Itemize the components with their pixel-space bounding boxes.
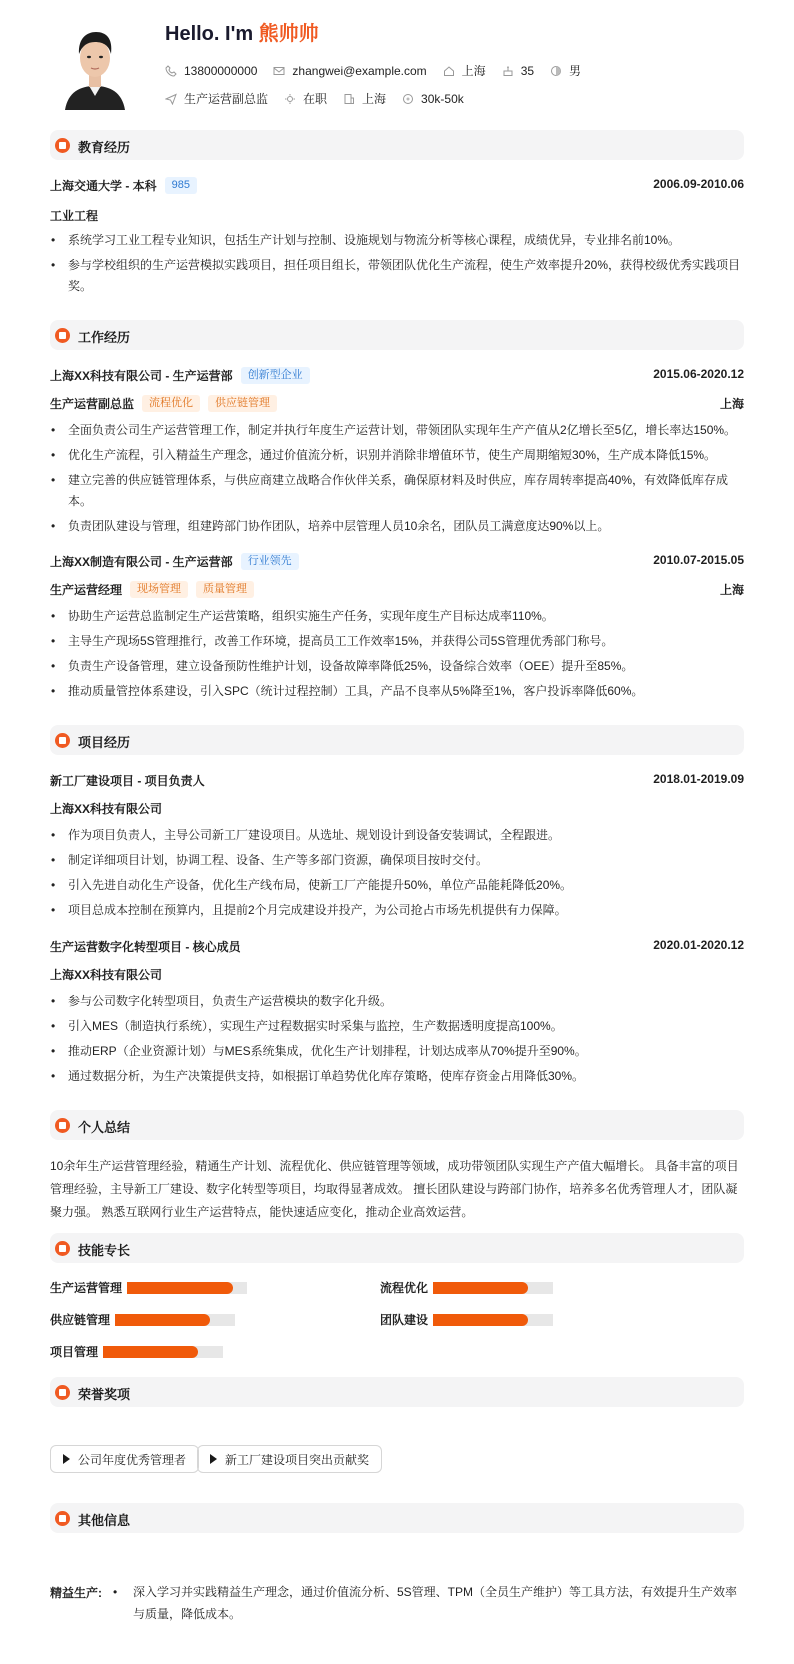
skill-tag: 供应链管理 [208, 395, 277, 412]
list-item: • 参与公司数字化转型项目，负责生产运营模块的数字化升级。 [50, 991, 744, 1012]
skill-item [380, 1311, 553, 1328]
home-icon [443, 65, 455, 77]
salary-text: 30k-50k [421, 91, 464, 106]
page-title: Hello. I'm 熊帅帅 [165, 23, 319, 45]
section-skills-header: 技能专长 [50, 1233, 744, 1263]
candidate-name: 熊帅帅 [258, 23, 319, 45]
skill-level-bar [433, 1314, 528, 1326]
play-icon [63, 1454, 70, 1464]
award-icon [55, 1385, 70, 1400]
grid-icon [55, 733, 70, 748]
phone-text: 13800000000 [184, 63, 258, 78]
work-date: 2010.07-2015.05 [653, 553, 744, 567]
skill-tag: 流程优化 [142, 395, 200, 412]
list-item: • 负责团队建设与管理，组建跨部门协作团队，培养中层管理人员10余名，团队员工满意度达90%以上。 [50, 516, 744, 537]
list-item: • 参与学校组织的生产运营模拟实践项目，担任项目组长，带领团队优化生产流程，使生产效率提升20%，获得校级优秀实践项目奖。 [50, 255, 744, 297]
list-item: • 负责生产设备管理，建立设备预防性维护计划，设备故障率降低25%，设备综合效率（OEE）提升至85%。 [50, 656, 744, 677]
list-item: • 全面负责公司生产运营管理工作，制定并执行年度生产运营计划，带领团队实现年生产产值从2亿增长至5亿，增长率达150%。 [50, 420, 744, 441]
skill-name: 项目管理 [50, 1345, 99, 1359]
job-title: 生产运营经理 [50, 583, 123, 597]
info-icon [55, 1511, 70, 1526]
award-label: 新工厂建设项目突出贡献奖 [225, 1452, 370, 1467]
send-icon [165, 93, 177, 105]
company-tag: 行业领先 [241, 553, 299, 570]
list-item: • 推动质量管控体系建设，引入SPC（统计过程控制）工具，产品不良率从5%降至1%，客户投诉率降低60%。 [50, 681, 744, 702]
list-item: • 推动ERP（企业资源计划）与MES系统集成，优化生产计划排程，计划达成率从70%提升至90%。 [50, 1041, 744, 1062]
salary-icon [402, 93, 414, 105]
skill-level-bar [127, 1282, 233, 1294]
person-icon [55, 1118, 70, 1133]
position-text: 生产运营副总监 [184, 92, 269, 106]
phone-icon [165, 65, 177, 77]
list-item: • 通过数据分析，为生产决策提供支持，如根据订单趋势优化库存策略，使库存资金占用降低30%。 [50, 1066, 744, 1087]
contact-row [165, 62, 597, 79]
project-name: 生产运营数字化转型项目 - 核心成员 [50, 940, 241, 954]
other-label: 精益生产: [50, 1586, 102, 1600]
skill-item [50, 1279, 247, 1296]
target-city-text: 上海 [362, 92, 387, 106]
job-intent-row [165, 90, 480, 107]
award-label: 公司年度优秀管理者 [78, 1452, 187, 1467]
skill-tag: 质量管理 [196, 581, 254, 598]
status-icon [284, 93, 296, 105]
skill-level-bar [433, 1282, 528, 1294]
building-icon [343, 93, 355, 105]
age-text: 35 [520, 63, 535, 78]
briefcase-icon [55, 328, 70, 343]
list-item: • 制定详细项目计划，协调工程、设备、生产等多部门资源，确保项目按时交付。 [50, 850, 744, 871]
list-item: • 主导生产现场5S管理推行，改善工作环境，提高员工工作效率15%，并获得公司5S管理优秀部门称号。 [50, 631, 744, 652]
project-date: 2020.01-2020.12 [653, 938, 744, 952]
project-org: 上海XX科技有限公司 [50, 802, 163, 816]
section-honors-header: 荣誉奖项 [50, 1377, 744, 1407]
work-date: 2015.06-2020.12 [653, 367, 744, 381]
age-icon [502, 65, 514, 77]
avatar-photo [60, 20, 130, 110]
play-icon [210, 1454, 217, 1464]
list-item: • 项目总成本控制在预算内，且提前2个月完成建设并投产，为公司抢占市场先机提供有力保障。 [50, 900, 744, 921]
skill-name: 流程优化 [380, 1281, 429, 1295]
major-text: 工业工程 [50, 209, 99, 223]
other-text: • 深入学习并实践精益生产理念，通过价值流分析、5S管理、TPM（全员生产维护）等工具方法，有效提升生产效率与质量，降低成本。 [111, 1581, 744, 1625]
status-text: 在职 [303, 92, 328, 106]
list-item: • 系统学习工业工程专业知识，包括生产计划与控制、设施规划与物流分析等核心课程，成绩优异，专业排名前10%。 [50, 230, 744, 251]
graduation-cap-icon [55, 138, 70, 153]
skill-name: 供应链管理 [50, 1313, 111, 1327]
chart-icon [55, 1241, 70, 1256]
skill-level-bar [103, 1346, 198, 1358]
section-projects-header: 项目经历 [50, 725, 744, 755]
skill-item [380, 1279, 553, 1296]
work-location: 上海 [719, 583, 744, 597]
skill-item [50, 1311, 235, 1328]
gender-icon [550, 65, 562, 77]
email-icon [273, 65, 285, 77]
company-name: 上海XX科技有限公司 - 生产运营部 [50, 369, 233, 383]
award-badge [50, 1445, 199, 1473]
section-other-header: 其他信息 [50, 1503, 744, 1533]
skill-tag: 现场管理 [130, 581, 188, 598]
list-item: • 建立完善的供应链管理体系，与供应商建立战略合作伙伴关系，确保原材料及时供应，库存周转率提高40%，有效降低库存成本。 [50, 470, 744, 512]
skill-level-bar [115, 1314, 210, 1326]
list-item: • 优化生产流程，引入精益生产理念，通过价值流分析，识别并消除非增值环节，使生产周期缩短30%，生产成本降低15%。 [50, 445, 744, 466]
city-text: 上海 [461, 64, 486, 78]
company-name: 上海XX制造有限公司 - 生产运营部 [50, 555, 233, 569]
section-summary-header: 个人总结 [50, 1110, 744, 1140]
school-name: 上海交通大学 - 本科 [50, 179, 157, 193]
job-title: 生产运营副总监 [50, 397, 135, 411]
skill-name: 生产运营管理 [50, 1281, 123, 1295]
skill-item [50, 1343, 223, 1360]
work-location: 上海 [719, 397, 744, 411]
summary-text: 10余年生产运营管理经验，精通生产计划、流程优化、供应链管理等领域，成功带领团队实现生产产值大幅增长。 具备丰富的项目管理经验，主导新工厂建设、数字化转型等项目，均取得显著成效。 擅长团队建设与跨部门协作，培养多名优秀管理人才，团队凝聚力强。 熟悉互联网行业生产运营特点，能快速适应变化，推动企业高效运营。 [50, 1159, 739, 1219]
section-education-header: 教育经历 [50, 130, 744, 160]
list-item: • 作为项目负责人，主导公司新工厂建设项目。从选址、规划设计到设备安装调试，全程跟进。 [50, 825, 744, 846]
gender-text: 男 [569, 64, 582, 78]
list-item: • 引入先进自动化生产设备，优化生产线布局，使新工厂产能提升50%，单位产品能耗降低20%。 [50, 875, 744, 896]
list-item: • 协助生产运营总监制定生产运营策略，组织实施生产任务，实现年度生产目标达成率110%。 [50, 606, 744, 627]
company-tag: 创新型企业 [241, 367, 310, 384]
section-work-header: 工作经历 [50, 320, 744, 350]
list-item: • 引入MES（制造执行系统），实现生产过程数据实时采集与监控，生产数据透明度提高100%。 [50, 1016, 744, 1037]
skill-name: 团队建设 [380, 1313, 429, 1327]
project-org: 上海XX科技有限公司 [50, 968, 163, 982]
project-name: 新工厂建设项目 - 项目负责人 [50, 774, 205, 788]
project-date: 2018.01-2019.09 [653, 772, 744, 786]
resume-header [0, 0, 794, 130]
school-tag: 985 [165, 177, 197, 194]
education-date: 2006.09-2010.06 [653, 177, 744, 191]
email-text: zhangwei@example.com [292, 63, 427, 78]
award-badge [197, 1445, 382, 1473]
